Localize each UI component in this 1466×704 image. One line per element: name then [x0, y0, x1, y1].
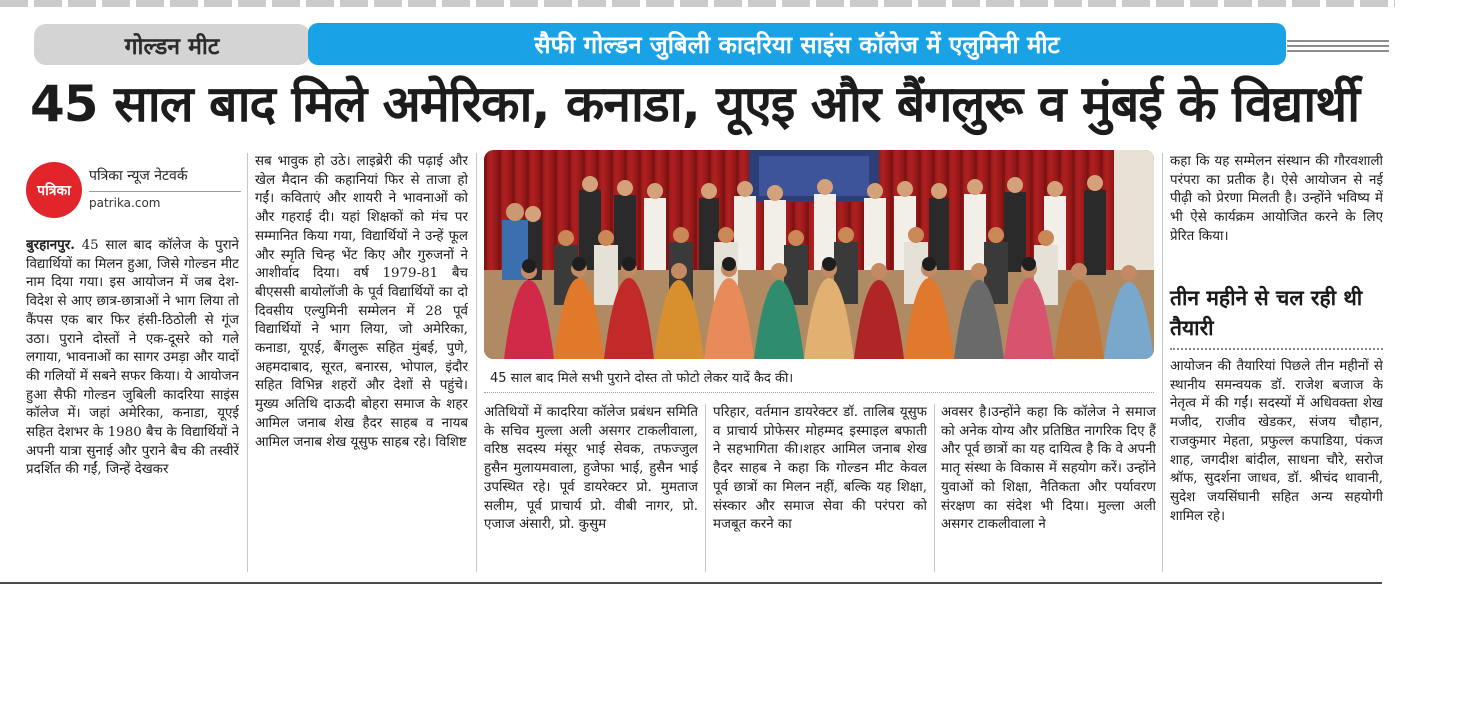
article-column-2: सब भावुक हो उठे। लाइब्रेरी की पढ़ाई और खेल मैदान की कहानियां फिर से ताजा हो गईं। कविताएं और शायरी ने भावनाओं को और गहराई दी। यहां शिक्षकों को मंच पर सम्मानित किया गया, विद्यार्थियों ने उन्हें फूल और स्मृति चिन्ह भेंट किए और गुरुजनों ने आशीर्वाद दिया। वर्ष 1979-81 बैच बीएससी बायोलॉजी के पूर्व विद्यार्थियों का दो दिवसीय एल्युमिनी सम्मेलन में 28 पूर्व विद्यार्थियों ने भाग लिया, जो अमेरिका, कनाडा, यूएई, बैंगलुरू सहित मुंबई, पुणे, अहमदाबाद, सूरत, बनारस, भोपाल, इंदौर सहित विभिन्न शहरों और देशों से पहुंचे। मुख्य अतिथि दाऊदी बोहरा समाज के शहर आमिल जनाब शेख हैदर साहब व नायब आमिल जनाब शेख यूसुफ साहब रहे। विशिष्ट — [255, 154, 468, 450]
dateline: बुरहानपुर. — [26, 237, 75, 253]
article-column-1 — [26, 236, 239, 572]
decorative-rule — [1287, 40, 1389, 42]
article-column-5: अवसर है।उन्होंने कहा कि कॉलेज ने समाज को अनेक योग्य और प्रतिष्ठित नागरिक दिए हैं और पूर्व छात्रों का यह दायित्व है कि वे अपनी मातृ संस्था के विकास में सहयोग करें। उन्होंने युवाओं को शिक्षा, नैतिकता और पर्यावरण संरक्षण का संदेश भी दिया। मुल्ला अली असगर टाकलीवाला ने — [941, 405, 1156, 533]
article-bottom-rule — [0, 582, 1382, 584]
decorative-rule — [1287, 50, 1389, 52]
column-divider — [476, 153, 477, 572]
subheading-divider — [1170, 348, 1383, 350]
column-divider — [247, 153, 248, 572]
column-divider — [1162, 153, 1163, 572]
event-title-bar: सैफी गोल्डन जुबिली कादरिया साइंस कॉलेज में एलुमिनी मीट — [308, 23, 1286, 65]
subheading: तीन महीने से चल रही थी तैयारी — [1170, 286, 1363, 340]
section-label: गोल्डन मीट — [34, 24, 310, 65]
byline-site: patrika.com — [89, 196, 161, 210]
article-column-4: परिहार, वर्तमान डायरेक्टर डॉ. तालिब यूसुफ व प्राचार्य प्रोफेसर मोहम्मद इस्माइल बफाती ने सहभागिता की।शहर आमिल जनाब शेख हैदर साहब ने कहा कि गोल्डन मीट केवल पूर्व छात्रों का मिलन नहीं, बल्कि यह शिक्षा, संस्कार और समाज सेवा की परंपरा को मजबूत करने का — [713, 405, 927, 533]
photo-caption: 45 साल बाद मिले सभी पुराने दोस्त तो फोटो लेकर यादें कैद की। — [490, 371, 794, 386]
group-photo-image — [484, 150, 1154, 359]
byline — [26, 160, 242, 220]
group-photo — [484, 150, 1154, 359]
article-column-3: अतिथियों में कादरिया कॉलेज प्रबंधन समिति के सचिव मुल्ला अली असगर टाकलीवाला, वरिष्ठ सदस्य मंसूर भाई सेवक, तफज्जुल हुसैन मुलायमवाला, हुजेफा भाई, हुसैन भाई उपस्थित रहे। पूर्व डायरेक्टर प्रो. मुमताज सलीम, पूर्व प्राचार्य प्रो. वीबी नागर, प्रो. एजाज अंसारी, प्रो. कुसुम — [484, 405, 698, 533]
column-divider — [934, 404, 935, 572]
caption-divider — [484, 392, 1154, 393]
patrika-logo: पत्रिका — [26, 162, 82, 218]
headline: 45 साल बाद मिले अमेरिका, कनाडा, यूएइ और बैंगलुरू व मुंबई के विद्यार्थी — [30, 75, 1360, 133]
byline-network: पत्रिका न्यूज नेटवर्क — [89, 166, 241, 192]
decorative-rule — [1287, 45, 1389, 47]
previous-article-cut-text — [0, 0, 1395, 7]
article-column-6-top: कहा कि यह सम्मेलन संस्थान की गौरवशाली परंपरा का प्रतीक है। ऐसे आयोजन से नई पीढ़ी को प्रेरणा मिलती है। उन्होंने भविष्य में भी ऐसे कार्यक्रम आयोजित करने के लिए प्रेरित किया। — [1170, 154, 1383, 244]
article-column-6-bottom: आयोजन की तैयारियां पिछले तीन महीनों से स्थानीय समन्वयक डॉ. राजेश बजाज के नेतृत्व में की गईं। सदस्यों में अधिवक्ता शेख मजीद, राजीव खेडकर, संजय चौहान, राजकुमार मेहता, प्रफुल्ल कपाडिया, पंकज शाह, जगदीश बांदील, साधना चौरे, सरोज श्रॉफ, सुदर्शना जाधव, डॉ. श्रीचंद थावानी, सुदेश जयसिंघानी सहित अन्य सहयोगी शामिल रहे। — [1170, 359, 1383, 524]
column-text: 45 साल बाद कॉलेज के पुराने विद्यार्थियों का मिलन हुआ, जिसे गोल्डन मीट नाम दिया गया। इस आयोजन में जब देश-विदेश से आए छात्र-छात्राओं ने भाग लिया तो कैंपस एक बार फिर हंसी-ठिठोली से गूंज उठा। पुराने दोस्तों ने एक-दूसरे को गले लगाया, भावनाओं का सागर उमड़ा और यादों की गलियों में सबने सफर किया। ये आयोजन हुआ सैफी गोल्डन जुबिली कादरिया साइंस कॉलेज में। जहां अमेरिका, कनाडा, यूएई सहित देशभर के 1980 बैच के विद्यार्थियों ने अपनी यात्रा सुनाई और पुराने बैच की तस्वीरें प्रदर्शित की गईं, जिन्हें देखकर — [26, 238, 239, 478]
column-divider — [705, 404, 706, 572]
